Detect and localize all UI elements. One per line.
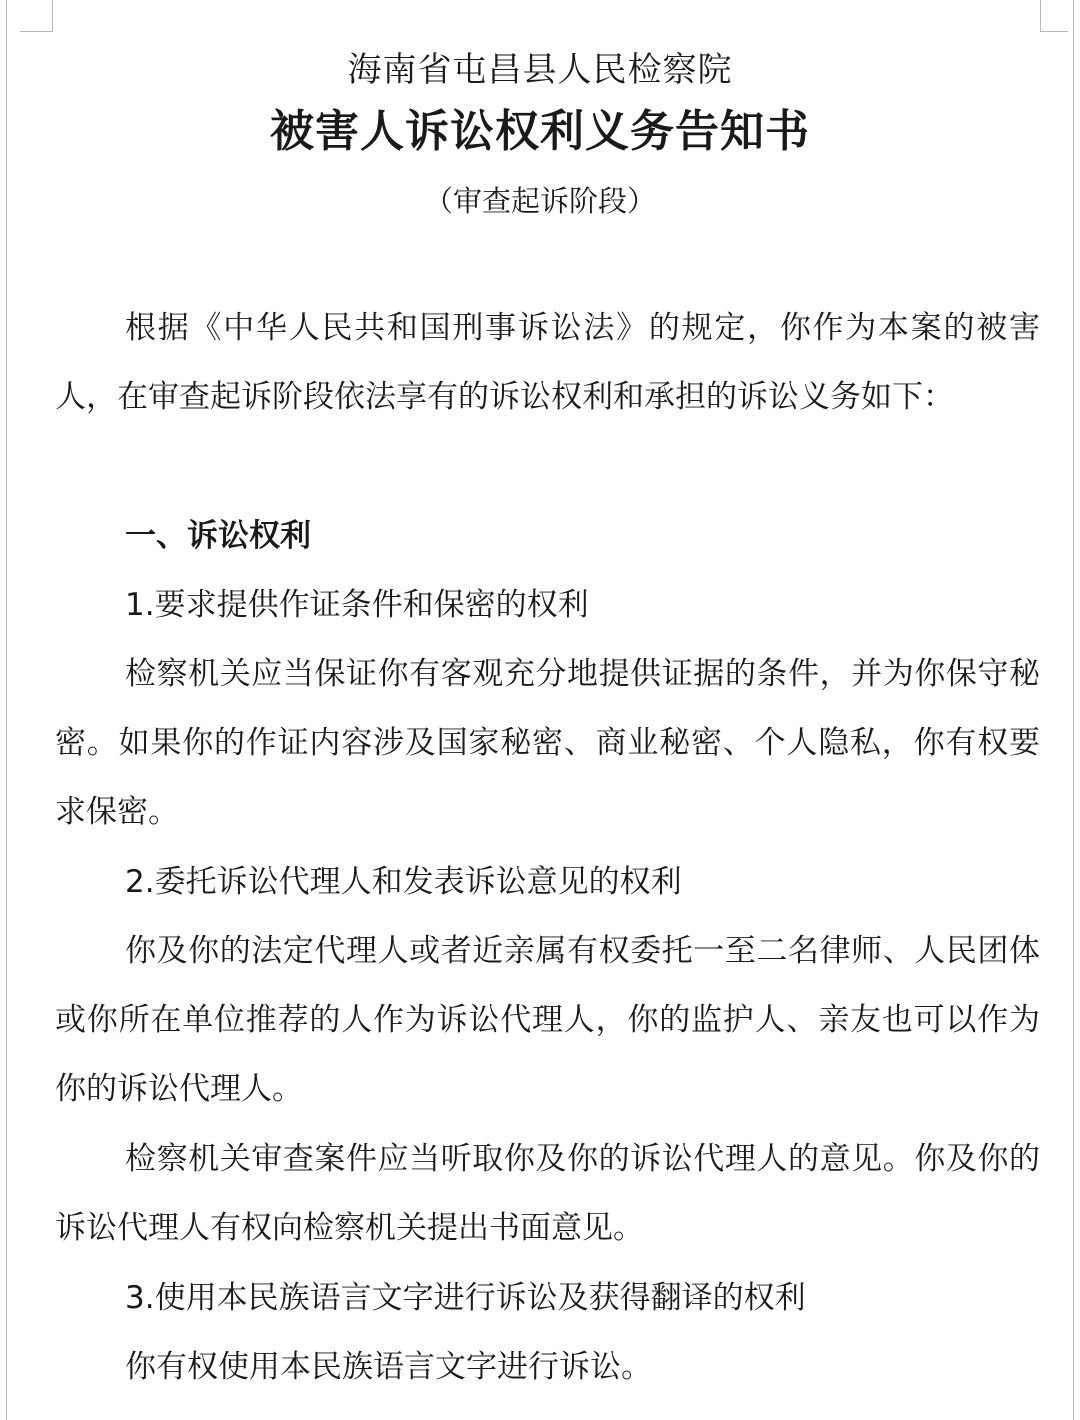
item-title: 3.使用本民族语言文字进行诉讼及获得翻译的权利 xyxy=(125,1280,806,1316)
organization-name: 海南省屯昌县人民检察院 xyxy=(347,50,733,90)
item-paragraph: 你有权使用本民族语言文字进行诉讼。 xyxy=(125,1349,652,1385)
item-title: 1.要求提供作证条件和保密的权利 xyxy=(125,587,589,623)
item-title: 2.委托诉讼代理人和发表诉讼意见的权利 xyxy=(125,864,682,900)
item-paragraph: 检察机关应当保证你有客观充分地提供证据的条件，并为你保守秘密。如果你的作证内容涉及国家秘密、商业秘密、个人隐私，你有权要求保密。 xyxy=(55,656,1040,830)
document-title: 被害人诉讼权利义务告知书 xyxy=(270,106,810,157)
procedure-stage: （审查起诉阶段） xyxy=(423,184,656,218)
item-paragraph: 检察机关审查案件应当听取你及你的诉讼代理人的意见。你及你的诉讼代理人有权向检察机关提出书面意见。 xyxy=(55,1141,1040,1246)
item-paragraph: 你及你的法定代理人或者近亲属有权委托一至二名律师、人民团体或你所在单位推荐的人作为诉讼代理人，你的监护人、亲友也可以作为你的诉讼代理人。 xyxy=(55,933,1040,1107)
intro-paragraph: 根据《中华人民共和国刑事诉讼法》的规定，你作为本案的被害人，在审查起诉阶段依法享有的诉讼权利和承担的诉讼义务如下： xyxy=(55,310,1040,415)
section-heading: 一、诉讼权利 xyxy=(125,518,311,554)
